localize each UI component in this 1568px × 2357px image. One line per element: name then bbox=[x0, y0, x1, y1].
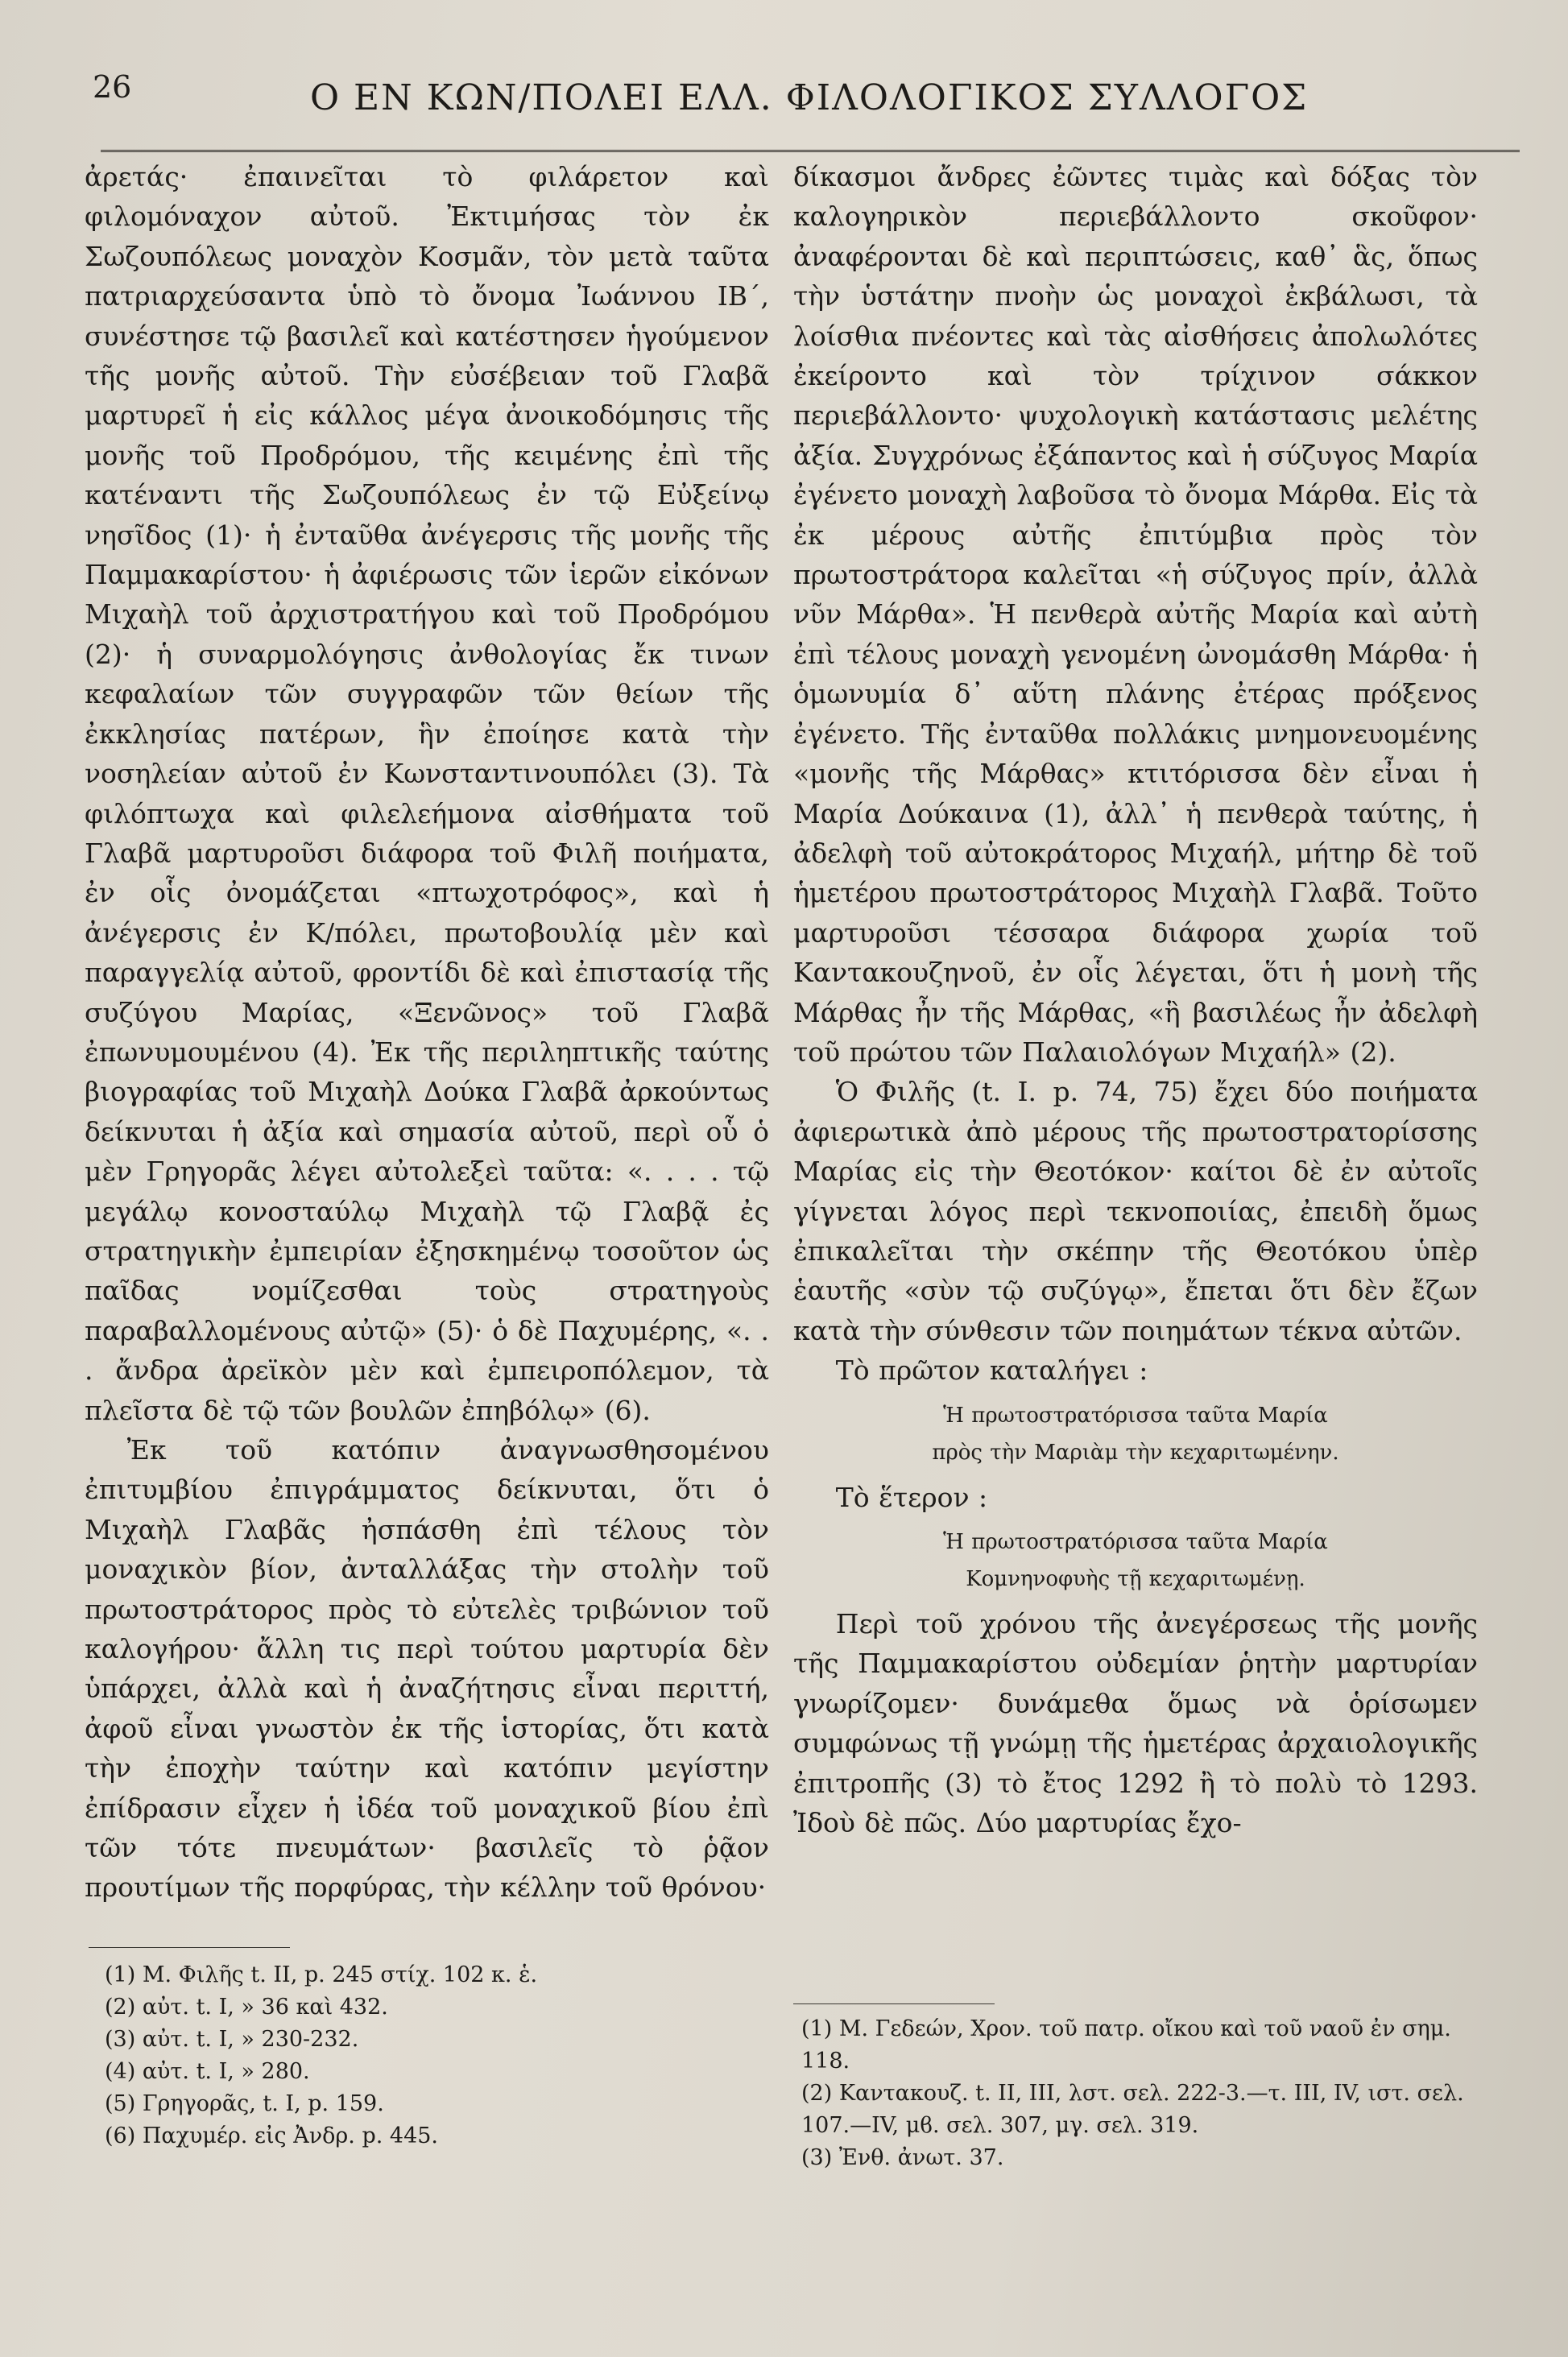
footnote: (2) αὐτ. t. I, » 36 καὶ 432. bbox=[105, 1995, 388, 2020]
second-epigram-label: Τὸ ἕτερον : bbox=[835, 1481, 988, 1513]
right-paragraph-2: Ὁ Φιλῆς (t. I. p. 74, 75) ἔχει δύο ποιήματα ἀφιερωτικὰ ἀπὸ μέρους τῆς πρωτοστρατορίσσης Μαρίας εἰς τὴν Θεοτόκον· καίτοι δὲ ἐν αὐτοῖς γίγνεται λόγος περὶ τεκνοποιίας, ἐπειδὴ ὅμως ἐπικαλεῖται τὴν σκέπην τῆς Θεοτόκου ὑπὲρ ἑαυτῆς «σὺν τῷ συζύγῳ», ἔπεται ὅτι δὲν ἔζων κατὰ τὴν σύνθεσιν τῶν ποιημάτων τέκνα αὐτῶν. bbox=[793, 1076, 1478, 1346]
epigram-line: Ἡ πρωτοστρατόρισσα ταῦτα Μαρία bbox=[943, 1530, 1328, 1554]
epigram-first bbox=[793, 1397, 1478, 1471]
right-footnotes bbox=[801, 2013, 1478, 2174]
running-head bbox=[93, 63, 1487, 127]
epigram-second bbox=[793, 1524, 1478, 1598]
left-paragraph-1: ἀρετάς· ἐπαινεῖται τὸ φιλάρετον καὶ φιλομόναχον αὐτοῦ. Ἐκτιμήσας τὸν ἐκ Σωζουπόλεως μοναχὸν Κοσμᾶν, τὸν μετὰ ταῦτα πατριαρχεύσαντα ὑπὸ τὸ ὄνομα Ἰωάννου ΙΒ´, συνέστησε τῷ βασιλεῖ καὶ κατέστησεν ἡγούμενον τῆς μονῆς αὐτοῦ. Τὴν εὐσέβειαν τοῦ Γλαβᾶ μαρτυρεῖ ἡ εἰς κάλλος μέγα ἀνοικοδόμησις τῆς μονῆς τοῦ Προδρόμου, τῆς κειμένης ἐπὶ τῆς κατέναντι τῆς Σωζουπόλεως ἐν τῷ Εὐξείνῳ νησῖδος (1)· ἡ ἐνταῦθα ἀνέγερσις τῆς μονῆς τῆς Παμμακαρίστου· ἡ ἀφιέρωσις τῶν ἱερῶν εἰκόνων Μιχαὴλ τοῦ ἀρχιστρατήγου καὶ τοῦ Προδρόμου (2)· ἡ συναρμολόγησις ἀνθολογίας ἔκ τινων κεφαλαίων τῶν συγγραφῶν τῶν θείων τῆς ἐκκλησίας πατέρων, ἣν ἐποίησε κατὰ τὴν νοσηλείαν αὐτοῦ ἐν Κωνσταντινουπόλει (3). Τὰ φιλόπτωχα καὶ φιλελεήμονα αἰσθήματα τοῦ Γλαβᾶ μαρτυροῦσι διάφορα τοῦ Φιλῆ ποιήματα, ἐν οἷς ὀνομάζεται «πτωχοτρόφος», καὶ ἡ ἀνέγερσις ἐν Κ/πόλει, πρωτοβουλίᾳ μὲν καὶ παραγγελίᾳ αὐτοῦ, φροντίδι δὲ καὶ ἐπιστασίᾳ τῆς συζύγου Μαρίας, «Ξενῶνος» τοῦ Γλαβᾶ ἐπωνυμουμένου (4). Ἐκ τῆς περιληπτικῆς ταύτης βιογραφίας τοῦ Μιχαὴλ Δούκα Γλαβᾶ ἀρκούντως δείκνυται ἡ ἀξία καὶ σημασία αὐτοῦ, περὶ οὗ ὁ μὲν Γρηγορᾶς λέγει αὐτολεξεὶ ταῦτα: «. . . . τῷ μεγάλῳ κονοσταύλῳ Μιχαὴλ τῷ Γλαβᾷ ἐς στρατηγικὴν ἐμπειρίαν ἐξησκημένῳ τοσοῦτον ὡς παῖδας νομίζεσθαι τοὺς στρατηγοὺς παραβαλλομένους αὐτῷ» (5)· ὁ δὲ Παχυμέρης, «. . . ἄνδρα ἀρεϊκὸν μὲν καὶ ἐμπειροπόλεμον, τὰ πλεῖστα δὲ τῷ τῶν βουλῶν ἐπηβόλῳ» (6). bbox=[85, 161, 769, 1426]
footnote: (4) αὐτ. t. I, » 280. bbox=[105, 2059, 310, 2084]
closing-paragraph: Περὶ τοῦ χρόνου τῆς ἀνεγέρσεως τῆς μονῆς τῆς Παμμακαρίστου οὐδεμίαν ῥητὴν μαρτυρίαν γνωρίζομεν· δυνάμεθα ὅμως νὰ ὁρίσωμεν συμφώνως τῇ γνώμῃ τῆς ἡμετέρας ἀρχαιολογικῆς ἐπιτροπῆς (3) τὸ ἔτος 1292 ἢ τὸ πολὺ τὸ 1293. Ἰδοὺ δὲ πῶς. Δύο μαρτυρίας ἔχο- bbox=[793, 1608, 1478, 1839]
epigram-line: πρὸς τὴν Μαριὰμ τὴν κεχαριτωμένην. bbox=[932, 1440, 1339, 1465]
right-column bbox=[793, 157, 1478, 1842]
footnote: (2) Καντακουζ. t. II, III, λστ. σελ. 222-3.—τ. III, IV, ιστ. σελ. 107.—IV, μϐ. σελ. 307, μγ. σελ. 319. bbox=[801, 2081, 1464, 2138]
footnote: (1) Μ. Φιλῆς t. II, p. 245 στίχ. 102 κ. ἑ. bbox=[105, 1962, 538, 1987]
page-number: 26 bbox=[93, 69, 132, 105]
left-footnote-rule bbox=[89, 1947, 290, 1948]
running-title: Ο ΕΝ ΚΩΝ/ΠΟΛΕΙ ΕΛΛ. ΦΙΛΟΛΟΓΙΚΟΣ ΣΥΛΛΟΓΟΣ bbox=[310, 77, 1309, 118]
footnote: (5) Γρηγορᾶς, t. I, p. 159. bbox=[105, 2091, 384, 2116]
footnote: (6) Παχυμέρ. εἰς Ἀνδρ. p. 445. bbox=[105, 2123, 439, 2148]
epigram-line: Ἡ πρωτοστρατόρισσα ταῦτα Μαρία bbox=[943, 1403, 1328, 1428]
epigram-line: Κομνηνοφυὴς τῇ κεχαριτωμένῃ. bbox=[966, 1567, 1305, 1591]
left-footnotes bbox=[105, 1959, 749, 2152]
footnote: (3) αὐτ. t. I, » 230-232. bbox=[105, 2027, 359, 2052]
header-rule bbox=[101, 150, 1520, 155]
footnote: (1) Μ. Γεδεών, Χρον. τοῦ πατρ. οἴκου καὶ τοῦ ναοῦ ἐν σημ. 118. bbox=[801, 2016, 1451, 2074]
left-column bbox=[85, 157, 769, 1908]
right-paragraph-1: δίκασμοι ἄνδρες ἐῶντες τιμὰς καὶ δόξας τὸν καλογηρικὸν περιεβάλλοντο σκοῦφον· ἀναφέρονται δὲ καὶ περιπτώσεις, καθ᾽ ἃς, ὅπως τὴν ὑστάτην πνοὴν ὡς μοναχοὶ ἐκβάλωσι, τὰ λοίσθια πνέοντες καὶ τὰς αἰσθήσεις ἀπολωλότες ἐκείροντο καὶ τὸν τρίχινον σάκκον περιεβάλλοντο· ψυχολογικὴ κατάστασις μελέτης ἀξία. Συγχρόνως ἐξάπαντος καὶ ἡ σύζυγος Μαρία ἐγένετο μοναχὴ λαβοῦσα τὸ ὄνομα Μάρθα. Εἰς τὰ ἐκ μέρους αὐτῆς ἐπιτύμβια πρὸς τὸν πρωτοστράτορα καλεῖται «ἡ σύζυγος πρίν, ἀλλὰ νῦν Μάρθα». Ἡ πενθερὰ αὐτῆς Μαρία καὶ αὐτὴ ἐπὶ τέλους μοναχὴ γενομένη ὠνομάσθη Μάρθα· ἡ ὁμωνυμία δ᾽ αὕτη πλάνης ἐτέρας πρόξενος ἐγένετο. Τῆς ἐνταῦθα πολλάκις μνημονευομένης «μονῆς τῆς Μάρθας» κτιτόρισσα δὲν εἶναι ἡ Μαρία Δούκαινα (1), ἀλλ᾽ ἡ πενθερὰ ταύτης, ἡ ἀδελφὴ τοῦ αὐτοκράτορος Μιχαήλ, μήτηρ δὲ τοῦ ἡμετέρου πρωτοστράτορος Μιχαὴλ Γλαβᾶ. Τοῦτο μαρτυροῦσι τέσσαρα διάφορα χωρία τοῦ Καντακουζηνοῦ, ἐν οἷς λέγεται, ὅτι ἡ μονὴ τῆς Μάρθας ἦν τῆς Μάρθας, «ἣ βασιλέως ἦν ἀδελφὴ τοῦ πρώτου τῶν Παλαιολόγων Μιχαήλ» (2). bbox=[793, 161, 1478, 1068]
left-paragraph-2: Ἐκ τοῦ κατόπιν ἀναγνωσθησομένου ἐπιτυμβίου ἐπιγράμματος δείκνυται, ὅτι ὁ Μιχαὴλ Γλαβᾶς ἠσπάσθη ἐπὶ τέλους τὸν μοναχικὸν βίον, ἀνταλλάξας τὴν στολὴν τοῦ πρωτοστράτορος πρὸς τὸ εὐτελὲς τριβώνιον τοῦ καλογήρου· ἄλλη τις περὶ τούτου μαρτυρία δὲν ὑπάρχει, ἀλλὰ καὶ ἡ ἀναζήτησις εἶναι περιττή, ἀφοῦ εἶναι γνωστὸν ἐκ τῆς ἱστορίας, ὅτι κατὰ τὴν ἐποχὴν ταύτην καὶ κατόπιν μεγίστην ἐπίδρασιν εἶχεν ἡ ἰδέα τοῦ μοναχικοῦ βίου ἐπὶ τῶν τότε πνευμάτων· βασιλεῖς τὸ ῥᾷον προυτίμων τῆς πορφύρας, τὴν κέλλην τοῦ θρόνου· bbox=[85, 1434, 769, 1904]
right-paragraph-3: Τὸ πρῶτον καταλήγει : bbox=[835, 1354, 1148, 1387]
right-footnote-rule bbox=[793, 2003, 995, 2004]
footnote: (3) Ἐνθ. ἀνωτ. 37. bbox=[801, 2145, 1004, 2170]
